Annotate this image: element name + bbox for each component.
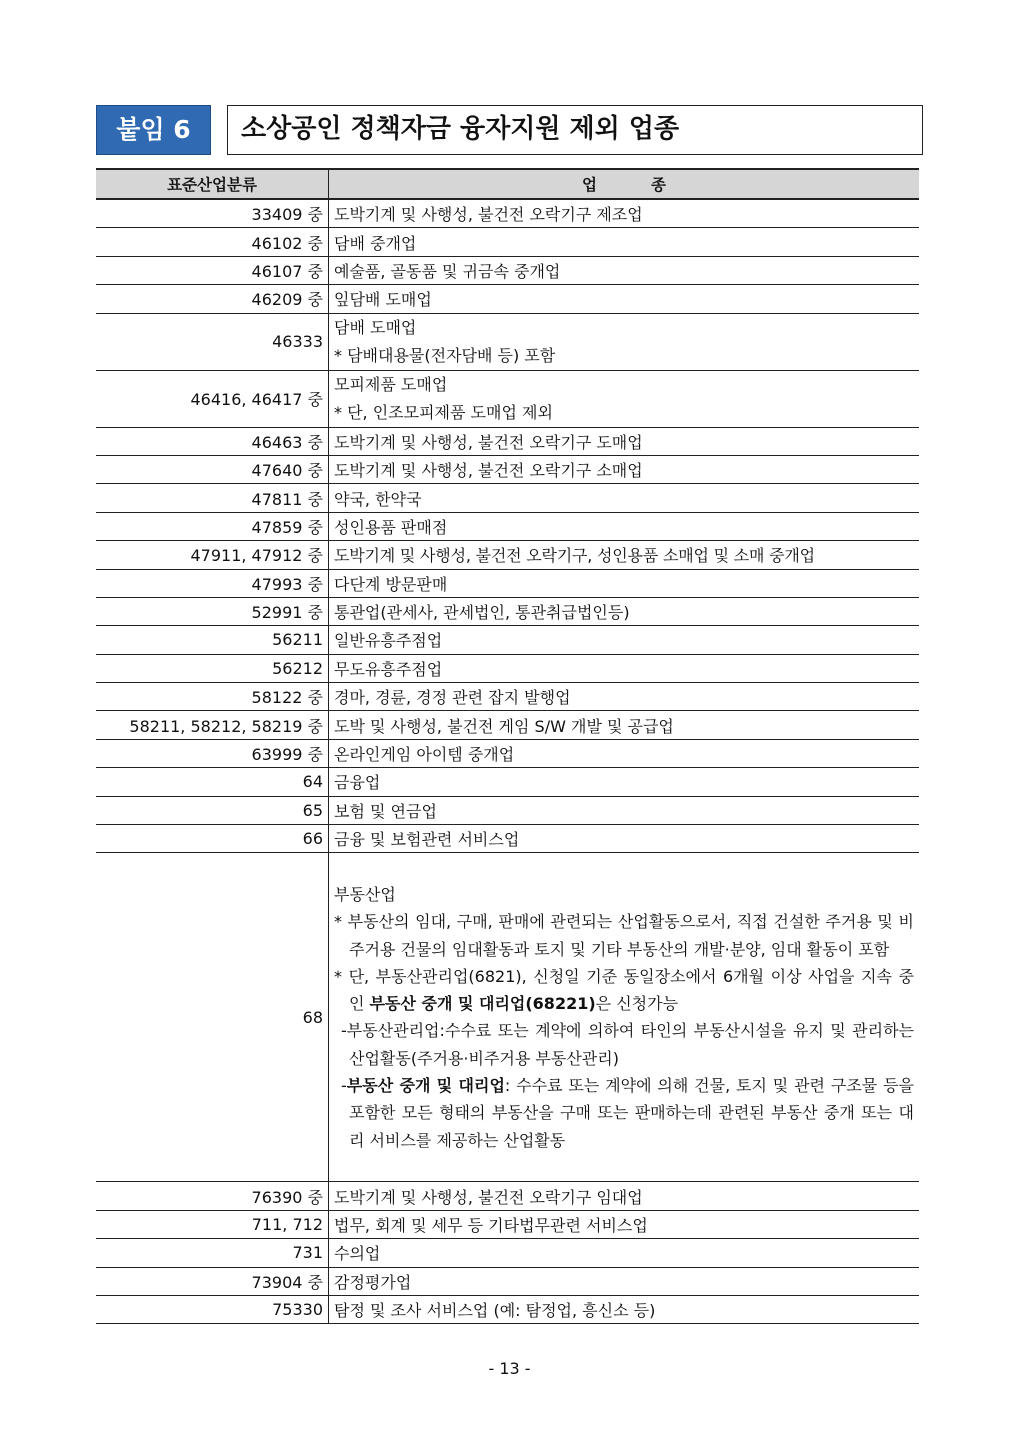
industry-name: 잎담배 도매업 bbox=[329, 285, 920, 313]
industry-cell bbox=[329, 853, 920, 1182]
table-row bbox=[96, 768, 919, 796]
appendix-badge: 붙임 6 bbox=[96, 105, 211, 155]
table-row bbox=[96, 825, 919, 853]
industry-code: 731 bbox=[96, 1239, 329, 1267]
note-bold-text: 부동산 중개 및 대리업(68221) bbox=[369, 994, 596, 1014]
industry-subitem: -부동산관리업:수수료 또는 계약에 의하여 타인의 부동산시설을 유지 및 관리하는 산업활동(주거용·비주거용 부동산관리) bbox=[341, 1021, 914, 1068]
industry-code: 66 bbox=[96, 825, 329, 853]
industry-code: 52991 중 bbox=[96, 597, 329, 625]
industry-name: 경마, 경륜, 경정 관련 잡지 발행업 bbox=[329, 683, 920, 711]
excluded-industries-table bbox=[96, 168, 919, 1324]
table-row bbox=[96, 1295, 919, 1323]
note-text: * 단, 부동산관리업(6821), 신청일 기준 동일장소에서 6개월 이상 사업을 지속 중인 bbox=[334, 966, 914, 1014]
table-row bbox=[96, 1210, 919, 1238]
industry-name: 보험 및 연금업 bbox=[329, 796, 920, 824]
industry-cell bbox=[329, 370, 920, 427]
subitem-bold-text: 부동산 중개 및 대리업 bbox=[346, 1076, 505, 1096]
industry-name: 수의업 bbox=[329, 1239, 920, 1267]
industry-code: 711, 712 bbox=[96, 1210, 329, 1238]
industry-name: 통관업(관세사, 관세법인, 통관취급법인등) bbox=[329, 597, 920, 625]
industry-name: 도박 및 사행성, 불건전 게임 S/W 개발 및 공급업 bbox=[329, 711, 920, 739]
column-header-industry: 업 종 bbox=[329, 169, 920, 199]
industry-name: 모피제품 도매업 bbox=[334, 374, 448, 394]
industry-name: 담배 중개업 bbox=[329, 228, 920, 256]
industry-name: 담배 도매업 bbox=[334, 317, 417, 337]
industry-name: 성인용품 판매점 bbox=[329, 512, 920, 540]
industry-cell bbox=[329, 313, 920, 370]
industry-name: 다단계 방문판매 bbox=[329, 569, 920, 597]
table-row bbox=[96, 256, 919, 284]
table-row bbox=[96, 512, 919, 540]
industry-code: 47811 중 bbox=[96, 484, 329, 512]
industry-code: 46107 중 bbox=[96, 256, 329, 284]
industry-code: 46209 중 bbox=[96, 285, 329, 313]
industry-name: 일반유흥주점업 bbox=[329, 626, 920, 654]
table-row bbox=[96, 796, 919, 824]
industry-name: 약국, 한약국 bbox=[329, 484, 920, 512]
industry-name: 예술품, 골동품 및 귀금속 중개업 bbox=[329, 256, 920, 284]
industry-code: 46463 중 bbox=[96, 427, 329, 455]
industry-code: 47911, 47912 중 bbox=[96, 541, 329, 569]
industry-code: 65 bbox=[96, 796, 329, 824]
table-row-real-estate bbox=[96, 853, 919, 1182]
industry-code: 56212 bbox=[96, 654, 329, 682]
table-row bbox=[96, 541, 919, 569]
subitem-text: : 수수료 또는 계약에 의해 건물, 토지 및 관련 구조물 등을 포함한 모든 형태의 부동산을 구매 또는 판매하는데 관련된 부동산 중개 또는 대리 서비스를 제공하는 산업활동 bbox=[349, 1076, 914, 1150]
table-row bbox=[96, 654, 919, 682]
page-number: - 13 - bbox=[488, 1359, 531, 1378]
industry-code: 63999 중 bbox=[96, 739, 329, 767]
table-row bbox=[96, 1182, 919, 1210]
table-row bbox=[96, 626, 919, 654]
industry-code: 73904 중 bbox=[96, 1267, 329, 1295]
industry-note: * 단, 인조모피제품 도매업 제외 bbox=[334, 402, 553, 422]
industry-code: 47993 중 bbox=[96, 569, 329, 597]
industry-note-exception bbox=[334, 963, 914, 1018]
industry-name: 도박기계 및 사행성, 불건전 오락기구 제조업 bbox=[329, 199, 920, 228]
industry-name: 도박기계 및 사행성, 불건전 오락기구, 성인용품 소매업 및 소매 중개업 bbox=[329, 541, 920, 569]
industry-code: 47859 중 bbox=[96, 512, 329, 540]
industry-name: 도박기계 및 사행성, 불건전 오락기구 도매업 bbox=[329, 427, 920, 455]
industry-code: 64 bbox=[96, 768, 329, 796]
industry-name: 도박기계 및 사행성, 불건전 오락기구 소매업 bbox=[329, 455, 920, 483]
table-row bbox=[96, 285, 919, 313]
industry-code: 68 bbox=[96, 853, 329, 1182]
industry-code: 58122 중 bbox=[96, 683, 329, 711]
industry-name: 감정평가업 bbox=[329, 1267, 920, 1295]
industry-name: 법무, 회계 및 세무 등 기타법무관련 서비스업 bbox=[329, 1210, 920, 1238]
industry-code: 75330 bbox=[96, 1295, 329, 1323]
subitem-dash: - bbox=[341, 1076, 347, 1096]
table-row bbox=[96, 370, 919, 427]
industry-code: 76390 중 bbox=[96, 1182, 329, 1210]
industry-code: 47640 중 bbox=[96, 455, 329, 483]
industry-note: * 부동산의 임대, 구매, 판매에 관련되는 산업활동으로서, 직접 건설한 주거용 및 비주거용 건물의 임대활동과 토지 및 기타 부동산의 개발·분양, 임대 활동이 포함 bbox=[334, 912, 914, 959]
table-header-row bbox=[96, 169, 919, 199]
table-row bbox=[96, 455, 919, 483]
industry-name: 부동산업 bbox=[334, 884, 396, 904]
industry-code: 46416, 46417 중 bbox=[96, 370, 329, 427]
table-row bbox=[96, 683, 919, 711]
table-row bbox=[96, 199, 919, 228]
table-row bbox=[96, 739, 919, 767]
table-row bbox=[96, 427, 919, 455]
industry-name: 금융업 bbox=[329, 768, 920, 796]
industry-code: 46333 bbox=[96, 313, 329, 370]
industry-name: 도박기계 및 사행성, 불건전 오락기구 임대업 bbox=[329, 1182, 920, 1210]
table-row bbox=[96, 711, 919, 739]
title-row bbox=[96, 105, 923, 155]
industry-name: 무도유흥주점업 bbox=[329, 654, 920, 682]
column-header-code: 표준산업분류 bbox=[96, 169, 329, 199]
table-row bbox=[96, 569, 919, 597]
page-title: 소상공인 정책자금 융자지원 제외 업종 bbox=[227, 105, 923, 155]
industry-code: 46102 중 bbox=[96, 228, 329, 256]
industry-note: * 담배대용물(전자담배 등) 포함 bbox=[334, 345, 556, 365]
table-row bbox=[96, 1267, 919, 1295]
industry-name: 탐정 및 조사 서비스업 (예: 탐정업, 흥신소 등) bbox=[329, 1295, 920, 1323]
industry-subitem bbox=[334, 1072, 914, 1154]
industry-code: 33409 중 bbox=[96, 199, 329, 228]
table-row bbox=[96, 313, 919, 370]
industry-code: 58211, 58212, 58219 중 bbox=[96, 711, 329, 739]
industry-name: 온라인게임 아이템 중개업 bbox=[329, 739, 920, 767]
industry-code: 56211 bbox=[96, 626, 329, 654]
table-row bbox=[96, 228, 919, 256]
table-row bbox=[96, 597, 919, 625]
table-row bbox=[96, 1239, 919, 1267]
note-text: 은 신청가능 bbox=[595, 994, 679, 1014]
table-row bbox=[96, 484, 919, 512]
industry-name: 금융 및 보험관련 서비스업 bbox=[329, 825, 920, 853]
